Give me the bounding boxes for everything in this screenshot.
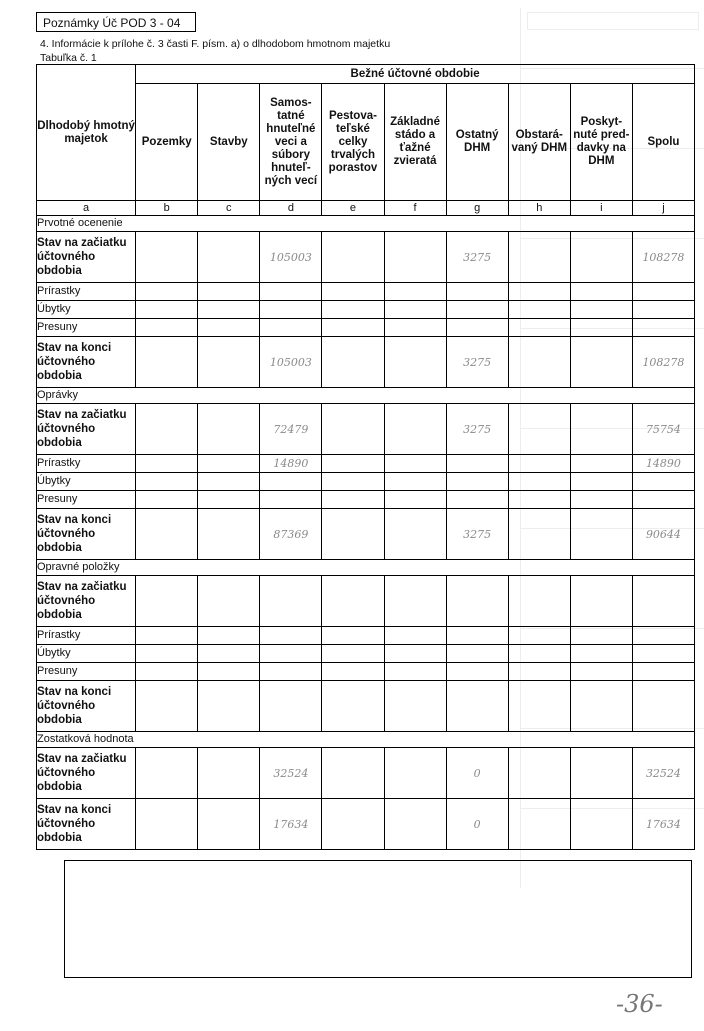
cell-j[interactable]: 108278 [632,337,694,388]
cell-c[interactable] [198,455,260,473]
cell-g[interactable] [446,301,508,319]
cell-h[interactable] [508,283,570,301]
cell-h[interactable] [508,337,570,388]
table-row [37,627,695,645]
row-label: Presuny [37,319,136,337]
cell-b[interactable] [136,283,198,301]
cell-i[interactable] [570,681,632,732]
col-letter-i: i [570,201,632,216]
cell-g[interactable] [446,319,508,337]
cell-g[interactable] [446,473,508,491]
cell-j[interactable] [632,301,694,319]
cell-i[interactable] [570,319,632,337]
cell-j[interactable] [632,491,694,509]
cell-c[interactable] [198,663,260,681]
table-row [37,473,695,491]
col-letter-h: h [508,201,570,216]
cell-d[interactable] [260,627,322,645]
row-label: Úbytky [37,645,136,663]
cell-h[interactable] [508,232,570,283]
col-letter-a: a [37,201,136,216]
cell-g[interactable]: 3275 [446,232,508,283]
cell-i[interactable] [570,799,632,850]
cell-b[interactable] [136,232,198,283]
cell-j[interactable] [632,473,694,491]
col-letter-g: g [446,201,508,216]
table-label: Tabuľka č. 1 [40,52,97,64]
col-letter-c: c [198,201,260,216]
row-label: Stav na začiatku účtovného obdobia [37,232,136,283]
table-row [37,337,695,388]
cell-j[interactable]: 14890 [632,455,694,473]
cell-h[interactable] [508,301,570,319]
row-label: Stav na začiatku účtovného obdobia [37,576,136,627]
cell-d[interactable]: 17634 [260,799,322,850]
cell-i[interactable] [570,627,632,645]
row-label: Stav na začiatku účtovného obdobia [37,404,136,455]
cell-e[interactable] [322,645,384,663]
cell-i[interactable] [570,663,632,681]
cell-c[interactable] [198,627,260,645]
row-label: Presuny [37,663,136,681]
cell-c[interactable] [198,301,260,319]
cell-f[interactable] [384,319,446,337]
period-header: Bežné účtovné obdobie [136,65,695,84]
cell-e[interactable] [322,473,384,491]
cell-i[interactable] [570,232,632,283]
cell-i[interactable] [570,509,632,560]
table-row [37,319,695,337]
cell-j[interactable]: 90644 [632,509,694,560]
cell-j[interactable] [632,645,694,663]
cell-b[interactable] [136,404,198,455]
cell-j[interactable] [632,681,694,732]
cell-f[interactable] [384,627,446,645]
cell-f[interactable] [384,301,446,319]
cell-f[interactable] [384,645,446,663]
cell-d[interactable] [260,681,322,732]
cell-g[interactable] [446,645,508,663]
cell-g[interactable] [446,681,508,732]
cell-c[interactable] [198,232,260,283]
cell-f[interactable] [384,404,446,455]
col-header-e: Pestova-teľské celky trvalých porastov [322,84,384,201]
cell-d[interactable] [260,576,322,627]
cell-b[interactable] [136,473,198,491]
cell-c[interactable] [198,404,260,455]
cell-g[interactable] [446,663,508,681]
col-header-j: Spolu [632,84,694,201]
cell-j[interactable] [632,319,694,337]
col-header-c: Stavby [198,84,260,201]
cell-f[interactable] [384,799,446,850]
cell-b[interactable] [136,681,198,732]
cell-g[interactable] [446,576,508,627]
cell-c[interactable] [198,681,260,732]
cell-b[interactable] [136,319,198,337]
section-description: 4. Informácie k prílohe č. 3 časti F. písm. a) o dlhodobom hmotnom majetku [40,38,391,50]
notes-box [64,860,692,978]
table-row [37,645,695,663]
cell-b[interactable] [136,748,198,799]
cell-j[interactable]: 75754 [632,404,694,455]
cell-f[interactable] [384,748,446,799]
cell-e[interactable] [322,627,384,645]
cell-d[interactable]: 105003 [260,232,322,283]
cell-f[interactable] [384,473,446,491]
cell-e[interactable] [322,301,384,319]
cell-f[interactable] [384,576,446,627]
table-row [37,748,695,799]
cell-e[interactable] [322,748,384,799]
col-letter-e: e [322,201,384,216]
section-heading: Zostatková hodnota [37,732,695,748]
table-row [37,799,695,850]
cell-e[interactable] [322,283,384,301]
table-row [37,663,695,681]
cell-c[interactable] [198,283,260,301]
col-header-b: Pozemky [136,84,198,201]
col-header-i: Poskyt-nuté pred-davky na DHM [570,84,632,201]
cell-c[interactable] [198,748,260,799]
cell-i[interactable] [570,404,632,455]
cell-i[interactable] [570,473,632,491]
cell-g[interactable]: 3275 [446,404,508,455]
cell-e[interactable] [322,455,384,473]
row-label: Prírastky [37,283,136,301]
table-row [37,491,695,509]
cell-e[interactable] [322,509,384,560]
cell-e[interactable] [322,663,384,681]
cell-b[interactable] [136,491,198,509]
cell-f[interactable] [384,663,446,681]
col-header-f: Základné stádo a ťažné zvieratá [384,84,446,201]
cell-e[interactable] [322,491,384,509]
cell-h[interactable] [508,473,570,491]
cell-i[interactable] [570,645,632,663]
cell-i[interactable] [570,337,632,388]
cell-e[interactable] [322,337,384,388]
cell-d[interactable] [260,319,322,337]
row-label: Úbytky [37,473,136,491]
cell-i[interactable] [570,491,632,509]
cell-i[interactable] [570,301,632,319]
cell-j[interactable] [632,576,694,627]
col-letter-j: j [632,201,694,216]
col-letter-d: d [260,201,322,216]
table-row [37,232,695,283]
cell-d[interactable]: 72479 [260,404,322,455]
cell-d[interactable] [260,283,322,301]
cell-e[interactable] [322,681,384,732]
col-header-h: Obstará-vaný DHM [508,84,570,201]
cell-h[interactable] [508,627,570,645]
cell-d[interactable]: 14890 [260,455,322,473]
document-title: Poznámky Úč POD 3 - 04 [36,12,196,32]
table-row [37,455,695,473]
cell-j[interactable]: 108278 [632,232,694,283]
cell-f[interactable] [384,232,446,283]
cell-g[interactable]: 3275 [446,337,508,388]
cell-h[interactable] [508,455,570,473]
cell-g[interactable] [446,491,508,509]
cell-j[interactable] [632,627,694,645]
cell-c[interactable] [198,576,260,627]
cell-d[interactable] [260,301,322,319]
cell-d[interactable] [260,473,322,491]
cell-j[interactable]: 17634 [632,799,694,850]
cell-b[interactable] [136,799,198,850]
row-label: Stav na začiatku účtovného obdobia [37,748,136,799]
cell-j[interactable] [632,663,694,681]
cell-b[interactable] [136,337,198,388]
row-label: Úbytky [37,301,136,319]
row-label: Stav na konci účtovného obdobia [37,799,136,850]
cell-d[interactable]: 105003 [260,337,322,388]
row-label: Prírastky [37,455,136,473]
cell-i[interactable] [570,455,632,473]
cell-g[interactable]: 0 [446,748,508,799]
cell-e[interactable] [322,319,384,337]
cell-d[interactable] [260,645,322,663]
cell-c[interactable] [198,799,260,850]
cell-g[interactable] [446,455,508,473]
cell-h[interactable] [508,576,570,627]
table-row [37,301,695,319]
cell-g[interactable] [446,283,508,301]
cell-h[interactable] [508,799,570,850]
cell-f[interactable] [384,491,446,509]
cell-j[interactable] [632,283,694,301]
cell-d[interactable] [260,491,322,509]
table-row [37,404,695,455]
cell-c[interactable] [198,473,260,491]
cell-h[interactable] [508,681,570,732]
row-label: Prírastky [37,627,136,645]
cell-h[interactable] [508,491,570,509]
col-letter-f: f [384,201,446,216]
cell-h[interactable] [508,404,570,455]
cell-j[interactable]: 32524 [632,748,694,799]
col-letter-b: b [136,201,198,216]
table-row [37,283,695,301]
cell-b[interactable] [136,645,198,663]
cell-c[interactable] [198,491,260,509]
row-label: Stav na konci účtovného obdobia [37,337,136,388]
cell-b[interactable] [136,663,198,681]
cell-c[interactable] [198,337,260,388]
cell-g[interactable]: 0 [446,799,508,850]
cell-f[interactable] [384,455,446,473]
cell-b[interactable] [136,301,198,319]
cell-e[interactable] [322,404,384,455]
page-number: -36- [616,990,663,1018]
cell-f[interactable] [384,283,446,301]
cell-e[interactable] [322,232,384,283]
fixed-assets-table [36,64,695,850]
cell-f[interactable] [384,509,446,560]
cell-i[interactable] [570,748,632,799]
cell-d[interactable]: 32524 [260,748,322,799]
col-header-g: Ostatný DHM [446,84,508,201]
table-row [37,509,695,560]
row-label: Stav na konci účtovného obdobia [37,509,136,560]
cell-f[interactable] [384,681,446,732]
cell-g[interactable] [446,627,508,645]
cell-e[interactable] [322,576,384,627]
cell-d[interactable] [260,663,322,681]
cell-f[interactable] [384,337,446,388]
cell-d[interactable]: 87369 [260,509,322,560]
cell-g[interactable]: 3275 [446,509,508,560]
cell-h[interactable] [508,645,570,663]
cell-c[interactable] [198,645,260,663]
cell-c[interactable] [198,319,260,337]
table-row [37,576,695,627]
col-header-a: Dlhodobý hmotný majetok [37,65,136,201]
cell-b[interactable] [136,627,198,645]
cell-e[interactable] [322,799,384,850]
cell-b[interactable] [136,509,198,560]
section-heading: Prvotné ocenenie [37,216,695,232]
section-heading: Opravné položky [37,560,695,576]
cell-b[interactable] [136,576,198,627]
cell-i[interactable] [570,283,632,301]
cell-i[interactable] [570,576,632,627]
row-label: Presuny [37,491,136,509]
table-row [37,681,695,732]
cell-c[interactable] [198,509,260,560]
cell-b[interactable] [136,455,198,473]
cell-h[interactable] [508,319,570,337]
cell-h[interactable] [508,509,570,560]
cell-h[interactable] [508,663,570,681]
section-heading: Oprávky [37,388,695,404]
cell-h[interactable] [508,748,570,799]
row-label: Stav na konci účtovného obdobia [37,681,136,732]
col-header-d: Samos-tatné hnuteľné veci a súbory hnuteľ-ných vecí [260,84,322,201]
